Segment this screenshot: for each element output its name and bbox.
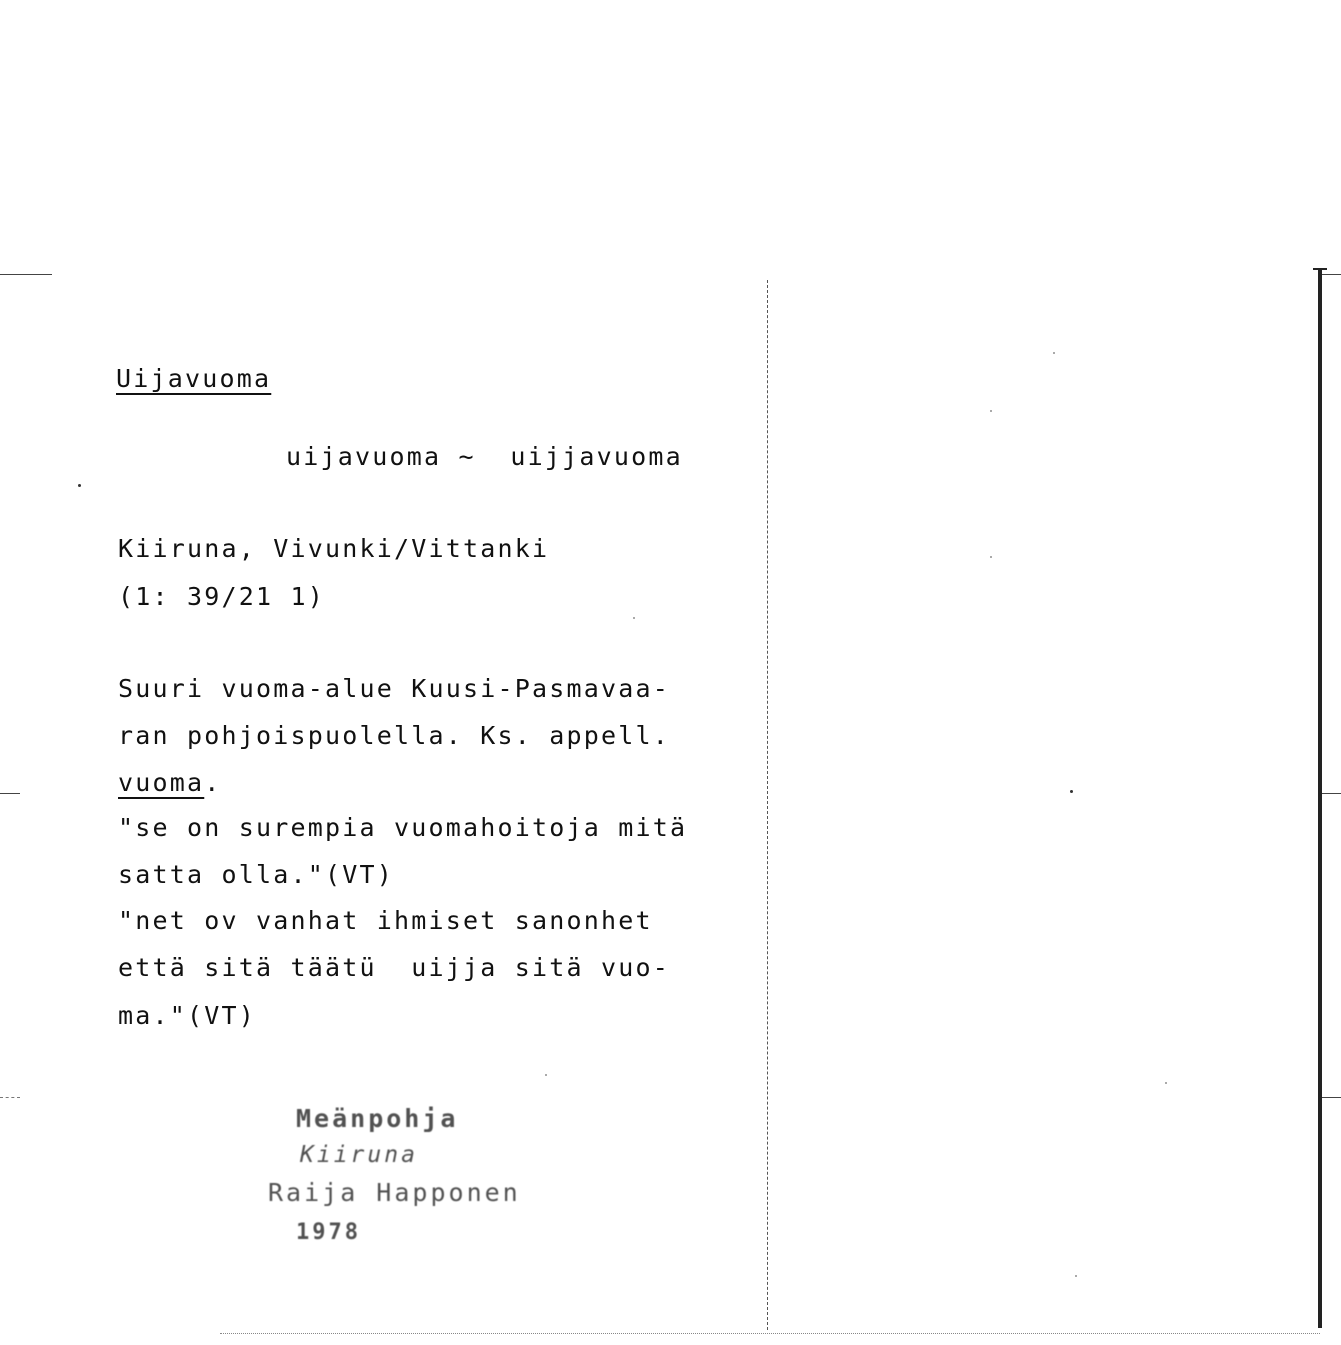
quote-line: "se on surempia vuomahoitoja mitä — [118, 813, 688, 842]
quote-line: "net ov vanhat ihmiset sanonhet — [118, 906, 653, 935]
cross-reference-word: vuoma — [118, 768, 205, 797]
margin-tick — [0, 274, 52, 275]
ink-dot — [1070, 790, 1073, 793]
margin-tick — [1322, 1097, 1341, 1098]
description-line — [118, 768, 222, 798]
headword: Uijavuoma — [116, 364, 272, 393]
speck — [990, 410, 992, 412]
margin-tick — [1322, 793, 1341, 794]
card-right-edge — [1318, 268, 1322, 1328]
quote-line: satta olla."(VT) — [118, 860, 395, 889]
margin-tick — [1322, 274, 1341, 275]
variant-forms — [286, 442, 683, 472]
description-line: ran pohjoispuolella. Ks. appell. — [118, 721, 671, 750]
variant-form-2: uijjavuoma — [510, 442, 683, 471]
speck — [545, 1074, 547, 1076]
margin-tick — [0, 793, 20, 794]
description-line: Suuri vuoma-alue Kuusi-Pasmavaa- — [118, 674, 671, 703]
speck — [1165, 1082, 1167, 1084]
quote-line: ma."(VT) — [118, 1001, 257, 1030]
variant-form-1: uijavuoma — [286, 442, 442, 471]
variant-separator: ~ — [458, 442, 476, 471]
speck — [1053, 352, 1055, 354]
stamp-municipality: Kiiruna — [300, 1142, 418, 1168]
margin-tick — [0, 1097, 20, 1099]
center-fold-line — [767, 280, 769, 1330]
stamp-collector: Raija Happonen — [268, 1178, 521, 1207]
stamp-region: Meänpohja — [296, 1104, 459, 1133]
map-reference: (1: 39/21 1) — [118, 582, 326, 611]
place-name: Kiiruna, Vivunki/Vittanki — [118, 534, 550, 563]
ink-dot — [78, 484, 81, 487]
description-punct: . — [204, 768, 222, 797]
speck — [633, 617, 635, 619]
stamp-year: 1978 — [296, 1220, 361, 1245]
quote-line: että sitä täätü uijja sitä vuo- — [118, 953, 671, 982]
speck — [990, 556, 992, 558]
speck — [1075, 1275, 1077, 1277]
card-bottom-edge — [220, 1333, 1320, 1335]
